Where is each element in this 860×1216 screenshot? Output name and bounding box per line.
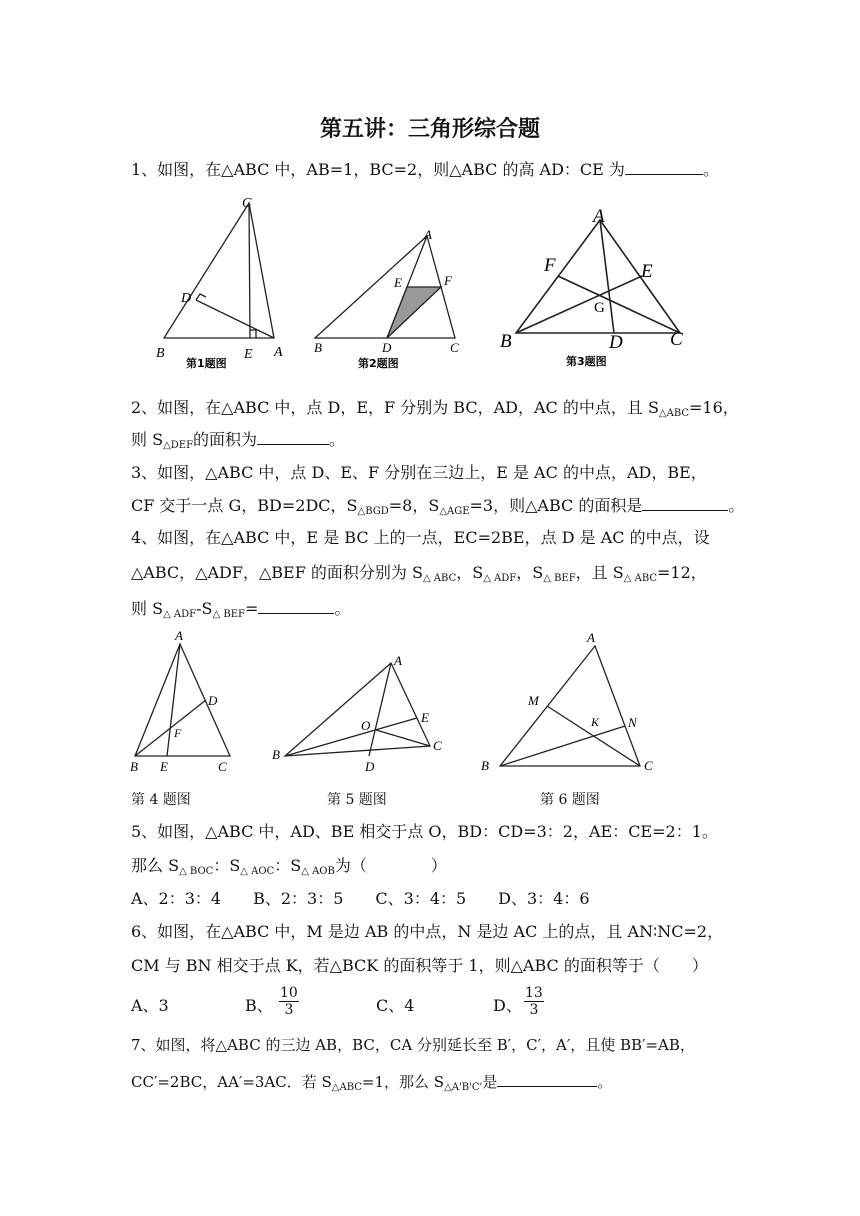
fig5-label-A: A bbox=[394, 653, 402, 668]
fig1-label-B: B bbox=[156, 346, 165, 361]
fig5-label-B: B bbox=[272, 747, 280, 762]
figure-2 bbox=[315, 236, 455, 338]
answer-blank[interactable] bbox=[258, 597, 334, 614]
fig2-label-B: B bbox=[314, 340, 322, 355]
fig4-label-A: A bbox=[175, 628, 183, 643]
fig4-label-B: B bbox=[130, 759, 138, 774]
fig1-label-C: C bbox=[242, 196, 252, 211]
answer-blank[interactable] bbox=[642, 494, 728, 511]
question-4-line-1: 4、如图，在△ABC 中，E 是 BC 上的一点，EC=2BE，点 D 是 AC 的中点，设 bbox=[131, 528, 710, 547]
fig3-caption: 第3题图 bbox=[566, 355, 607, 368]
fig5-caption: 第 5 题图 bbox=[327, 792, 387, 808]
fig2-label-F: F bbox=[444, 273, 452, 288]
question-5-options[interactable]: A、2：3：4 B、2：3：5 C、3：4：5 D、3：4：6 bbox=[131, 889, 590, 908]
fig6-label-B: B bbox=[481, 758, 489, 773]
fig3-label-F: F bbox=[544, 255, 556, 276]
fig1-caption: 第1题图 bbox=[186, 357, 227, 370]
fig3-label-D: D bbox=[609, 332, 623, 353]
fig2-label-A: A bbox=[424, 227, 432, 242]
question-3-line-2: CF 交于一点 G，BD=2DC，$S_{\triangle BGD}=8$，$S_{\triangle AGE}=3$，则△ABC 的面积是 。 bbox=[131, 496, 745, 517]
question-4-line-3: 则 $S_{\triangle ADF}-S_{\triangle BEF}=$ 。 bbox=[131, 599, 351, 620]
fig2-label-D: D bbox=[382, 340, 392, 355]
fig6-label-N: N bbox=[628, 715, 637, 730]
figures-row-1 bbox=[150, 190, 710, 375]
answer-blank[interactable] bbox=[625, 158, 703, 175]
fig6-label-M: M bbox=[528, 693, 539, 708]
question-7-line-2: CC′=2BC，AA′=3AC．若 $S_{\triangle ABC}=1$，那么 $S_{\triangle A'B'C'}$是 。 bbox=[131, 1070, 612, 1098]
question-2-line-1: 2、如图，在△ABC 中，点 D，E，F 分别为 BC，AD，AC 的中点，且 $S_{\triangle ABC}=16$， bbox=[131, 398, 739, 419]
option-b-fraction: $\frac{10}{3}$ bbox=[280, 985, 298, 1018]
fig1-label-D: D bbox=[181, 291, 192, 306]
fig3-label-B: B bbox=[500, 331, 512, 352]
option-d-fraction: $\frac{13}{3}$ bbox=[525, 985, 543, 1018]
option-a[interactable]: A、3 bbox=[131, 996, 169, 1015]
fig4-label-F: F bbox=[174, 726, 182, 740]
fig4-label-C: C bbox=[218, 759, 227, 774]
fig2-label-E: E bbox=[394, 275, 402, 290]
question-2-line-2: 则 $S_{\triangle DEF}$的面积为 。 bbox=[131, 430, 346, 451]
question-6-line-1: 6、如图，在△ABC 中，M 是边 AB 的中点，N 是边 AC 上的点，且 AN∶NC=2， bbox=[131, 922, 724, 941]
question-6-line-2: CM 与 BN 相交于点 K，若△BCK 的面积等于 1，则△ABC 的面积等于（ ） bbox=[131, 956, 708, 975]
fig5-label-O: O bbox=[361, 718, 371, 733]
fig6-label-C: C bbox=[644, 758, 653, 773]
option-b[interactable]: B、 bbox=[245, 996, 273, 1015]
figure-1 bbox=[164, 203, 274, 338]
fig2-caption: 第2题图 bbox=[358, 357, 399, 370]
question-5-line-1: 5、如图，△ABC 中，AD、BE 相交于点 O，BD：CD=3：2，AE：CE=2：1。 bbox=[131, 822, 718, 841]
question-5-line-2: 那么 $S_{\triangle BOC}$：$S_{\triangle AOC}$：$S_{\triangle AOB}$为（ ） bbox=[131, 856, 447, 877]
figure-6 bbox=[500, 646, 640, 766]
option-c[interactable]: C、4 bbox=[376, 996, 415, 1015]
fig4-label-D: D bbox=[208, 693, 218, 708]
question-3-line-1: 3、如图，△ABC 中，点 D、E、F 分别在三边上，E 是 AC 的中点，AD，BE， bbox=[131, 463, 707, 482]
fig1-label-A: A bbox=[274, 345, 283, 360]
figure-3 bbox=[516, 220, 680, 333]
fig5-label-D: D bbox=[365, 759, 375, 774]
fig1-label-E: E bbox=[244, 347, 253, 362]
answer-blank[interactable] bbox=[497, 1070, 597, 1087]
fig4-caption: 第 4 题图 bbox=[131, 792, 191, 808]
question-7-line-1: 7、如图，将△ABC 的三边 AB，BC，CA 分别延长至 B′，C′，A′，且使 BB′=AB， bbox=[131, 1036, 695, 1054]
fig6-label-A: A bbox=[587, 630, 595, 645]
page-title: 第五讲：三角形综合题 bbox=[319, 117, 540, 142]
question-1: 1、如图，在△ABC 中，AB=1，BC=2，则△ABC 的高 AD：CE 为 。 bbox=[131, 160, 719, 179]
figure-5 bbox=[285, 663, 430, 756]
question-4-line-2: △ABC，△ADF，△BEF 的面积分别为 $S_{\triangle ABC}$，$S_{\triangle ADF}$，$S_{\triangle BEF}$，且 $S_{\triangle ABC}=12$， bbox=[131, 563, 707, 584]
fig6-caption: 第 6 题图 bbox=[540, 792, 600, 808]
fig3-label-E: E bbox=[641, 261, 653, 282]
fig5-label-E: E bbox=[421, 710, 429, 725]
fig5-label-C: C bbox=[433, 738, 442, 753]
fig3-label-C: C bbox=[670, 329, 683, 350]
fig2-label-C: C bbox=[450, 340, 459, 355]
fig3-label-G: G bbox=[594, 300, 605, 316]
fig6-label-K: K bbox=[591, 715, 600, 729]
fig4-label-E: E bbox=[160, 759, 168, 774]
fig3-label-A: A bbox=[593, 206, 605, 227]
figures-row-2 bbox=[125, 626, 665, 778]
answer-blank[interactable] bbox=[257, 428, 329, 445]
option-d[interactable]: D、 bbox=[493, 996, 522, 1015]
